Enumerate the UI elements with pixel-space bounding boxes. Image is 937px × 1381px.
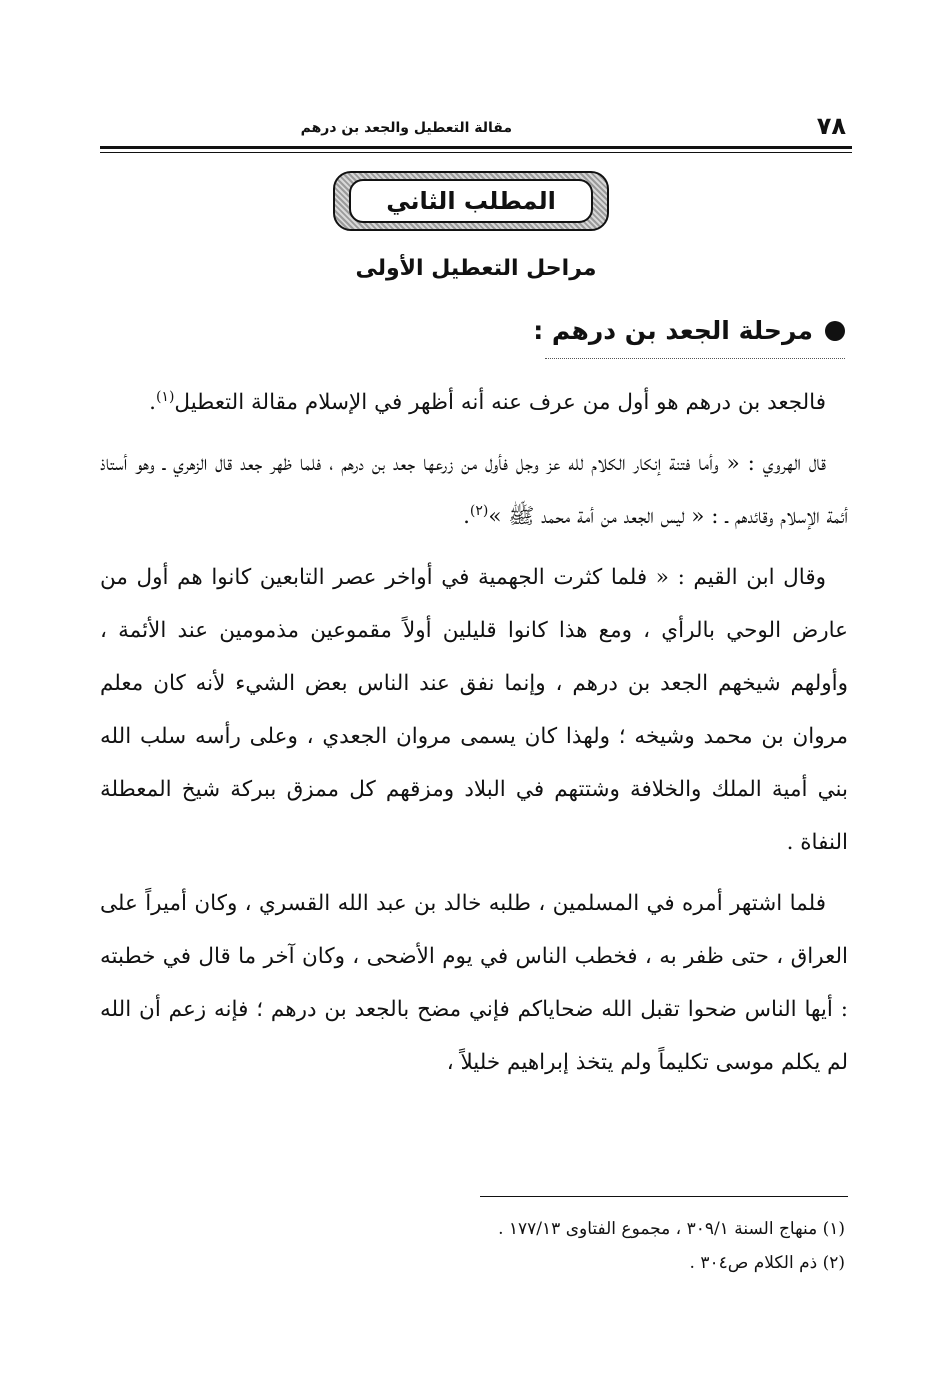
paragraph-2 (100, 437, 848, 543)
footnote-2: (٢) ذم الكلام ص٣٠٤ . (689, 1253, 845, 1273)
footnote-1: (١) منهاج السنة ٣٠٩/١ ، مجموع الفتاوى ١٧٧/١٣ . (498, 1219, 845, 1239)
footnote-rule (480, 1196, 848, 1197)
header-rule-thin (100, 152, 852, 153)
subheading-underline (545, 358, 845, 359)
paragraph-1-text: فالجعد بن درهم هو أول من عرف عنه أنه أظهر في الإسلام مقالة التعطيل (174, 390, 826, 415)
running-title: مقالة التعطيل والجعد بن درهم (300, 120, 512, 136)
header-rule (100, 146, 852, 149)
footnote-ref-2[interactable]: (٢) (469, 502, 489, 519)
paragraph-2-end: . (463, 504, 470, 529)
subheading-text: مرحلة الجعد بن درهم : (533, 316, 813, 345)
page-number: ٧٨ (816, 112, 846, 140)
footnotes (97, 1212, 845, 1280)
body-text (100, 376, 848, 1097)
footnote-ref-1[interactable]: (١) (155, 388, 175, 405)
paragraph-3: وقال ابن القيم : « فلما كثرت الجهمية في أواخر عصر التابعين كانوا هم أول من عارض الوحي بالرأي ، ومع هذا كانوا قليلين أولاً مقموعين مذمومين عند الأئمة ، وأولهم شيخهم الجعد بن درهم ، وإنما نفق عند الناس بعض الشيء لأنه كان معلم مروان بن محمد وشيخه ؛ ولهذا كان يسمى مروان الجعدي ، وعلى رأسه سلب الله بني أمية الملك والخلافة وشتتهم في البلاد ومزقهم كل ممزق ببركة شيخ المعطلة النفاة . (100, 565, 848, 855)
section-frame (333, 171, 609, 231)
bullet-icon (825, 321, 845, 341)
paragraph-2-text: قال الهروي : « وأما فتنة إنكار الكلام لله عز وجل فأول من زرعها جعد بن درهم ، فلما ظهر جعد قال الزهري ـ وهو أستاذ أئمة الإسلام وقائدهم ـ : « ليس الجعد من أمة محمد ﷺ » (100, 451, 848, 529)
subheading (533, 316, 845, 345)
paragraph-1 (100, 376, 848, 429)
paragraph-4: فلما اشتهر أمره في المسلمين ، طلبه خالد بن عبد الله القسري ، وكان أميراً على العراق ، حتى ظفر به ، فخطب الناس في يوم الأضحى ، وكان آخر ما قال في خطبته : أيها الناس ضحوا تقبل الله ضحاياكم فإني مضح بالجعد بن درهم ؛ فإنه زعم أن الله لم يكلم موسى تكليماً ولم يتخذ إبراهيم خليلاً ، (100, 891, 848, 1075)
chapter-title: مراحل التعطيل الأولى (355, 256, 597, 281)
section-label: المطلب الثاني (349, 179, 593, 223)
paragraph-1-end: . (149, 390, 156, 415)
